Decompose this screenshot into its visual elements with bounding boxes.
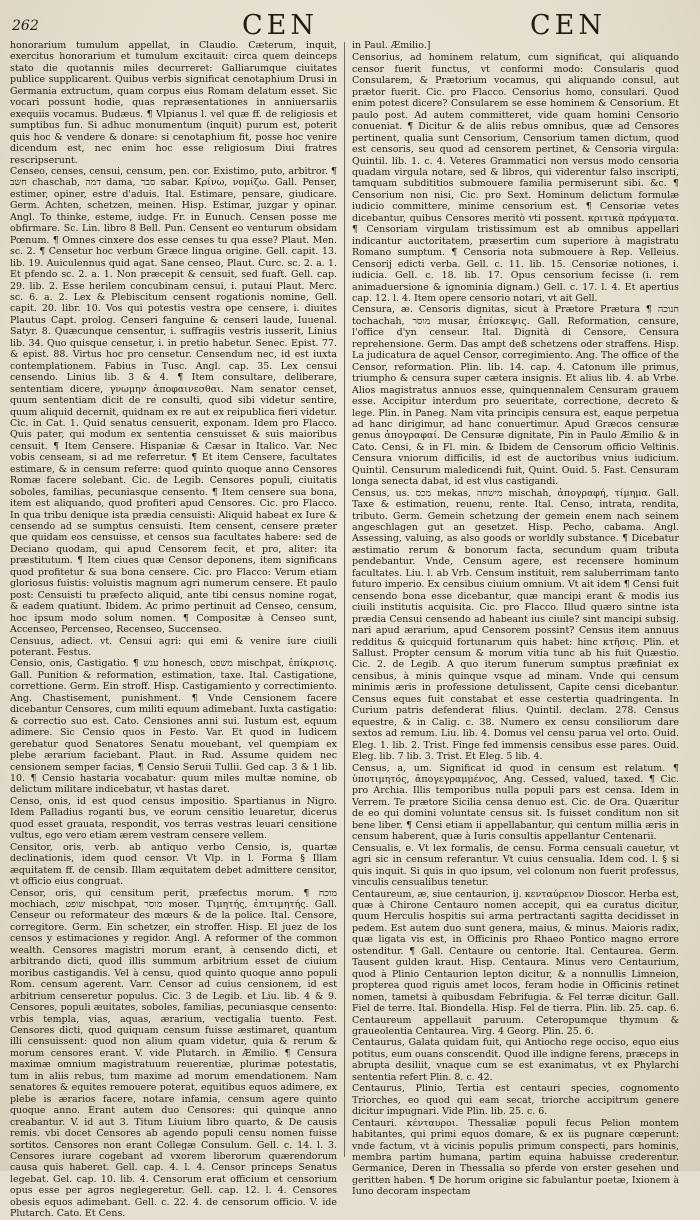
entry-censitio: Censo, onis, id est quod census impositio. Spartianus in Nigro. Idem Palladius roganti bus, ve eorum censitio leuaretur, dicerus quod esset grauata, respondit, vos terras vestras leuari censitione vultus, ego vero etiam ærem vestram censere vellem. (10, 795, 337, 842)
entry-centaureum: Centaureum, æ, siue centaurion, ij. κενταύρειον Dioscor. Herba est, quæ à Chirone Centauro nomen accepit, qui ea curatus dicitur, quum Herculis hospitis sui arma pertractanti sagitta decidisset in pedem. Est autem duo sunt genera, maius, & minus. Maioris radix, quæ ligata vis est, in Officinis pro Rhaeo Pontico magno errore ostenditur. ¶ Gall. Centaure ou centorie. Ital. Centaurea. Germ. Tausent gulden kraut. Hisp. Centaura. Minus vero Centaurium, quod à Plinio Centaurion lepton dicitur, & a nonnullis Limneion, propterea quod riguis amet locos, feram hodie in Officinis retinet nomen, tametsi à quibusdam Febrifugia. & Fel terræ dicitur. Gall. Fiel de terre. Ital. Biondella. Hisp. Fel de tierra. Plin. lib. 25. cap. 6. Centaureum appellauit paruum. Ceteropumque thymum & graueolentia Centaurea. Virg. 4 Georg. Plin. 25. 6. (352, 888, 679, 1037)
entry-census-us: Census, us. מכס mekas, מישחה mischah, ἀπογραφή, τίμημα. Gall. Taxe & estimation, reuenu, rente. Ital. Censo, intrata, rendita, tributo. Germ. Gemein schetzung der gemein enem nach seinem angeschlagen gut an gesetzet. Hisp. Pecho, cabama. Angl. Assessing, valuing, as also goods or worldly substance. ¶ Dicebatur æstimatio rerum & bonorum facta, secundum quam tributa pendebantur. Vnde, Censum agere, est recensere hominum facultates. Liu. l. ab Vrb. Censum instituit, rem saluberrimam tanto futuro imperio. Ex censibus ciuium omnium. Vt ait idem ¶ Censi fuit censendo bona esse dicebantur, quæ mancipi erant & modis ius ciuili institutis acquisita. Cic. pro Flacco. Illud quæro sintne ista prædia Censui censendo ad habeant ius ciuile? sint mancipi subsig. nari apud ærarium, apud Censorem possint? Census item annuus redditus & quicquid fortunarum quis habet: hinc κτῆσις. Plin. et Sallust. Propter censum & morum vitia tunc ab his fuit Quæstio. Cic. 2. de Legib. A quo iterum funerum sumptus præfiniat ex censibus, à minis quinque vsque ad minam. Vnde qui censum minimis æris in professione detulissent, Capite censi dicebantur. Census eques fuit constabat et esse cestertia quadringenta. In Curium patris defenderat filius. Quintil. declam. 278. Census equestre, & in Calig. c. 38. Numero ex censu consiliorum dare sextos ad remum. Liu. lib. 4. Domus vel censu parua vel orto. Ouid. Eleg. 1. lib. 2. Trist. Finge fed immensis censibus esse pares. Ouid. Eleg. lib. 7 lib. 3. Trist. Et Eleg. 5 lib. 4. (352, 487, 679, 763)
entry-centaurus-plinio: Centaurus, Plinio, Tertia est centauri species, cognomento Triorches, eo quod qui eam secat, triorche accipitrum genere dicitur impugnari. Vide Plin. lib. 25. c. 6. (352, 1083, 679, 1118)
entry-censura: Censura, æ. Censoris dignitas, sicut à Prætore Prætura ¶ חנוכה tochachah, מוסר musar, ἐπίσκεψις. Gall. Reformation, censure, l'office d'yn censeur. Ital. Dignità di Censore, Censura reprehensione. Germ. Das ampt deß schetzens oder straffens. Hisp. La judicatura de aquel Censor, corregimiento. Ang. The office of the Censor, reformation. Plin. lib. 14. cap. 4. Catonum ille primus, triumpho & censura super cætera insignis. Et alius lib. 4. ab Vrbe. Alios magistratus annuos esse, quinquennalem Censuram grauem esse. Accipitur interdum pro seueritate, correctione, decreto & lege. Plin. in Paneg. Nam vita principis censura est, eaque perpetua ad hanc dirigimur, ad hanc conuertimur. Apud Græcos censuræ genus ἀπογραφαί. De Censuræ dignitate, Pin in Paulo Æmilio & in Cato. Censi, & in Fl. min. & Ibidem de Censorum officio Veltinis. Censura vniorum difficilis, id est de auctoribus vnius iudicium. Quintil. Censurum maledicendi fuit, Quint. Ouid. 5. Fast. Censuram longa senecta dabat, id est vlus castigandi. (352, 304, 679, 488)
running-headword-right: CEN (530, 10, 606, 41)
entry-centauri: Centauri. κένταυροι. Thessaliæ populi fecus Pelion montem habitantes, qui primi equos domare, & ex iis pugnare cœperunt: vnde factum, vt à vicinis populis primum conspecti, pars hominis, membra partim humana, partim equina habuisse crederentur. Germanice, Deren in Thessalia so pferde von erster gesehen und geritten haben. ¶ De horum origine sic fabulantur poetæ, Ixionem à Iuno decoram inspectam (352, 1117, 679, 1198)
entry-honorarium: honorarium tumulum appellat, in Claudio. Cæterum, inquit, exercitus honorarium et tumulum excitauit: circa quem deinceps stato die quotannis miles decurreret: Galliarumque ciuitates publice supplicarent. Quibus verbis significat cenotaphium Drusi in Germania extructum, quam corpus eius Romam delatum esset. Sic vocari possunt hodie, quas repræsentationes in anniuersariis exequiis vocamus. Budæus. ¶ Vlpianus l. vel quæ ff. de religiosis et sumptibus fun. Si adhuc monumentum (inquit) purum est, poterit quis hoc & vendere & donare: si cenotaphium fit, posse hoc venire dicendum est, nec enim hoc esse religiosum Diui fratres rescripserunt. (10, 40, 337, 166)
left-column (10, 40, 344, 1220)
text-columns (10, 40, 686, 1220)
right-column (345, 40, 679, 1198)
entry-censuus: Censuus, adiect. vt. Censui agri: qui emi & venire iure ciuili poterant. Festus. (10, 635, 337, 659)
running-headword-left: CEN (242, 10, 318, 41)
entry-censor: Censor, oris, qui censitum perit, præfectus morum. ¶ מוכח mochiach, שופט mischpat, מוסר moser. Τιμητής, ἐπιτιμητής. Gall. Censeur ou reformateur des mœurs & de la police. Ital. Censore, corregitore. Germ. Ein schetzer, ein stroffer. Hisp. El juez de los censos y estimaciones y regidor. Angl. A reformer of the common wealth. Censores magistri morum erant, à censendo dicti, et arbitrando dicti, quod illis summum arbitrium esset de ciuium moribus castigandis. Vel à censu, quod quinto quoque anno populi Rom. censum agerent. Varr. Censor ad cuius censionem, id est arbitrium censeretur populus. Cic. 3 de Legib. et Liu. lib. 4 & 9. Censores, populi æuitates, soboles, familias, pecuniasque censento: vrbis templa, vias, aquas, ærarium, vectigalia tuento. Fest. Censores dicti, quod quiquam censum fuisse æstimaret, quantum illi censuissent: quod non alium quam videtur, quia & rerum & morum censores erant. V. vide Plutarch. in Æmilio. ¶ Censura maximæ omnium magistratuum reuerentiæ, plurimæ potestatis, tum in aliis rebus, tum maxime ad morum emendationem. Nam senatores & equites remouere poterat, equitibus equos adimere, ex plebe is ærarios facere, notare infamia, censum agere quinto quoque anno. Erant autem duo Censores: qui quinque anno creabantur. V. id aut 3. Titum Liuium libro quarto, & De causis remis. vbi docet Censores ab agendo populi censu nomen fuisse sortitos. Censores non erant Collegæ Consulum. Gell. c. 14. l. 3. Censores iurare cogebant ad vxorem liberorum quærendorum causa quis haberet. Gell. cap. 4. l. 4. Censor princeps Senatus legebat. Gel. cap. 10. lib. 4. Censorum erat officium et censorium opus esse per agros neglegeretur. Gell. cap. 12. l. 4. Censores obesis equos adimebant. Gell. c. 22. 4. de censorum officio. V. ide Plutarch. Cato. Et Cens. (10, 887, 338, 1220)
entry-censio: Censio, onis, Castigatio. ¶ ענש honesch, משפט mischpat, ἐπίκρισις. Gall. Punition & reformation, estimation, taxe. Ital. Castigatione, correttione. Germ. Ein stroff. Hisp. Castigamiento y correctimiento. Ang. Chastisement, punishment. ¶ Vnde Censionem facere dicebantur Censores, cum militi equum adimebant. Iuxta castigatio: & correctio suo est. Cato. Censiones anni sui. Iustum est, equum adimere. Sic Censio quos in Festo. Var. Et quod in Iudicem gerebatur quod Senatores Senatu mouebant, vel quempiam ex plebe ærarium faciebant. Plaut. in Rud. Assume quidem nec censionem semper facias, ¶ Censio Seruii Tullii. Ged cap. 3 & 1 lib. 10. ¶ Censio hastaria vocabatur: quum miles multæ nomine, ob delictum militare indicebatur, vt hastas daret. (10, 658, 337, 796)
entry-censualis: Censualis, e. Vt lex formalis, de censu. Forma censuali cauetur, vt agri sic in censum referantur. Vt cuius censualia. Idem cod. l. § si quis inquit. Si quis in quo ipsum, vel colonum non fuerit professus, vinculis censualibus tenetur. (352, 842, 679, 889)
entry-continuation: in Paul. Æmilio.] (352, 40, 431, 51)
entry-censorius: Censorius, ad hominem relatum, cum significat, qui aliquando censor fuerit functus, vt conformi modo: Consularis quod Consularem, & Prætorium vocamus, qui aliquando consul, aut prætor fuerit. Cic. pro Flacco. Censorius homo, consulari. Quod enim potest dicere? Consularem se esse hominem & Censorium. Et paulo post. Ad autem committeret, vide quam homini Censorio conueniat. ¶ Dicitur & de aliis rebus omnibus, quæ ad Censores pertinent, qualia sunt Censorium, Censorium tamen dictum, quod est censoris, seu quod ad censorem pertinet, & Censoria virgula: Quintil. lib. 1. c. 4. Veteres Grammatici non versus modo censoria quadam virgula notare, sed & libros, qui viderentur falso inscripti, tamquam subdititios submouere familia permiserunt sibi. &c. ¶ Censorium non nisi, Cic. pro Sext. Hominum delictum formulæ iudicio committere, minime censorium est. ¶ Censoriæ vetes dicebantur, quibus Censores meritò vti possent. κριτικὰ πράγματα. ¶ Censoriam virgulam tristissimum est ab omnibus appellari indicantur auctoritatem, præsertim cum superiore à magistratu Romano sumptum. ¶ Censoria nota submouere à Rep. Velleius. Censorij edicti verba. Gell. c. 11. lib. 15. Censoriæ notiones, i. iudicia. Gell. c. 18. lib. 17. Opus censorium fecisse (i. rem animaduersione & ignominia dignam.) Gell. c. 17. l. 4. Et apertius cap. 12. l. 4. Item opere censorio notari, vt ait Gell. (352, 52, 679, 304)
entry-census-a-um: Census, a, um. Significat id quod in censum est relatum. ¶ ὑποτιμητός, ἀπογεγραμμένος, Ang. Cessed, valued, taxed. ¶ Cic. pro Archia. Illis temporibus nulla populi pars est censa. Idem in Verrem. Te prætore Sicilia censa denuo est. Cic. de Ora. Quæritur de eo qui domini voluntate census sit. Is fuisset conditum non sit bene liber. ¶ Censi etiam ii appellabantur, qui centum millia æris in censum haberent, quæ à Iuris consultis appellantur Centenarii. (352, 762, 679, 843)
entry-centaurus: Centaurus, Galata quidam fuit, qui Antiocho rege occiso, equo eius potitus, eum ouans conscendit. Quod ille indigne ferens, præceps in abrupta desiliit, vnaque cum se est exanimatus, vt ex Phylarchi sententia refert Plin. 8. c. 42. (352, 1037, 679, 1083)
entry-censeo: Censeo, censes, censui, censum, pen. cor. Existimo, puto, arbitror. ¶ חשב chaschab, דמה dama, סבר sabar. Κρίνω, νομίζω. Gall. Penser, estimer, opiner, estre d'aduis. Ital. Estimare, pensare, giudicare. Germ. Achten, schetzen, meinen. Hisp. Estimar, juzgar y opinar. Angl. To thinke, esteme, iudge. Fr. in Eunuch. Censen posse me obfirmare. Sc. Lin. libro 8 Bell. Pun. Censent eo venturum obsidam Pœnum. ¶ Omnes cinxere dos esse censes tu qua esse? Plaut. Men. sc. 2. ¶ Censetur hoc verbum Græce lingua origine. Gell. capit. 13. lib. 19. Auiculennus quid agat. Sane censeo, Plaut. Curc. sc. 2. a. 1. Et pfendo sc. 2. a. 1. Non præcepit & censuit, sed fuaft. Gell. cap. 29. lib. 2. Esse herilem concubinam censui, i. putaui Plaut. Merc. sc. 6. a. 2. Lex & Plebiscitum censent rogationis nomine, Gell. capit. 20. libr. 10. Vos qui potestis vestra ope censere, i. diuites Plautus Capt. prolog. Censeri fanguine & censeri laude, Iuuenal. Satyr. 8. Quæcunque censentur, i. suffragiis vestris iusserit, Linius lib. 34. Quo quisque censetur, i. in pretio habetur. Senec. Epist. 77. & epist. 88. Virtus hoc pro censetur. Censendum nec, id est iuxta contemplationem. Fabius in Tusc. Angl. cap. 35. Lex censui censendo. Linius lib. 3 & 4. ¶ Item consultare, deliberare, sententiam dicere, γνωμην ἀποφαινεσθαι. Nam senator censet, quum sententiam dicit de re consulti, quod sibi videtur sentire, quum aliquid decernit, quidnam ex re aut ex reipublica fieri videtur. Cic. in Cat. 1. Quid senatus censuerit, exponam. Idem pro Flacco. Quis pater, qui modum ex sententia censuisset & suis maioribus censuit. ¶ Item Censere. Hispaniæ & Cæsar in Italico. Var. Nec vobis censeam, si ad me referretur. ¶ Et item Censere, facultates estimare, & in censum referre: quod quinto quoque anno Censores Romæ facere solebant. Cic. de Legib. Censores populi, ciuitatis soboles, familias, pecuniasque censento. ¶ Item censere sua bona, item est aliquando, quod profiteri apud Censores. Cic. pro Flacco. In qua tribu denique ista prædia censuisti: Aliquid habeat ex Iure & censendo ad se sumptus censuisti. Item censent, censere præter que quidam eos censuisse, et censos sua facultates habere: sed de Deciano quodam, qui apud Censorem fecit, et pro, aliter: ita præstitutum. ¶ Item ciues quæ Censor deponens, item significans quod profitetur & sua bona censere. Cic. pro Flacco: Verum etiam gloriosus fuistis: voluistis magnum agri numerum censere. Et paulo post: Censuisti tu præfecto aliquid, ante tibi census nomine rogat, & eadem quatiunt. Ibidem. Ac primo pertinuit ad Censeo, censum, hoc ipsum modo solum nomen. ¶ Compositæ à Censeo sunt, Accenseo, Percenseo, Recenseo, Succenseo. (10, 165, 337, 636)
page-number: 262 (12, 18, 39, 34)
entry-censitor: Censitor, oris, verb. ab antiquo verbo Censio, is, quartæ declinationis, idem quod censor. Vt Vlp. in l. Forma § Illam æquitatem ff. de censib. Illam æquitatem debet admittere censitor, vt officio eius congruat. (10, 841, 337, 888)
